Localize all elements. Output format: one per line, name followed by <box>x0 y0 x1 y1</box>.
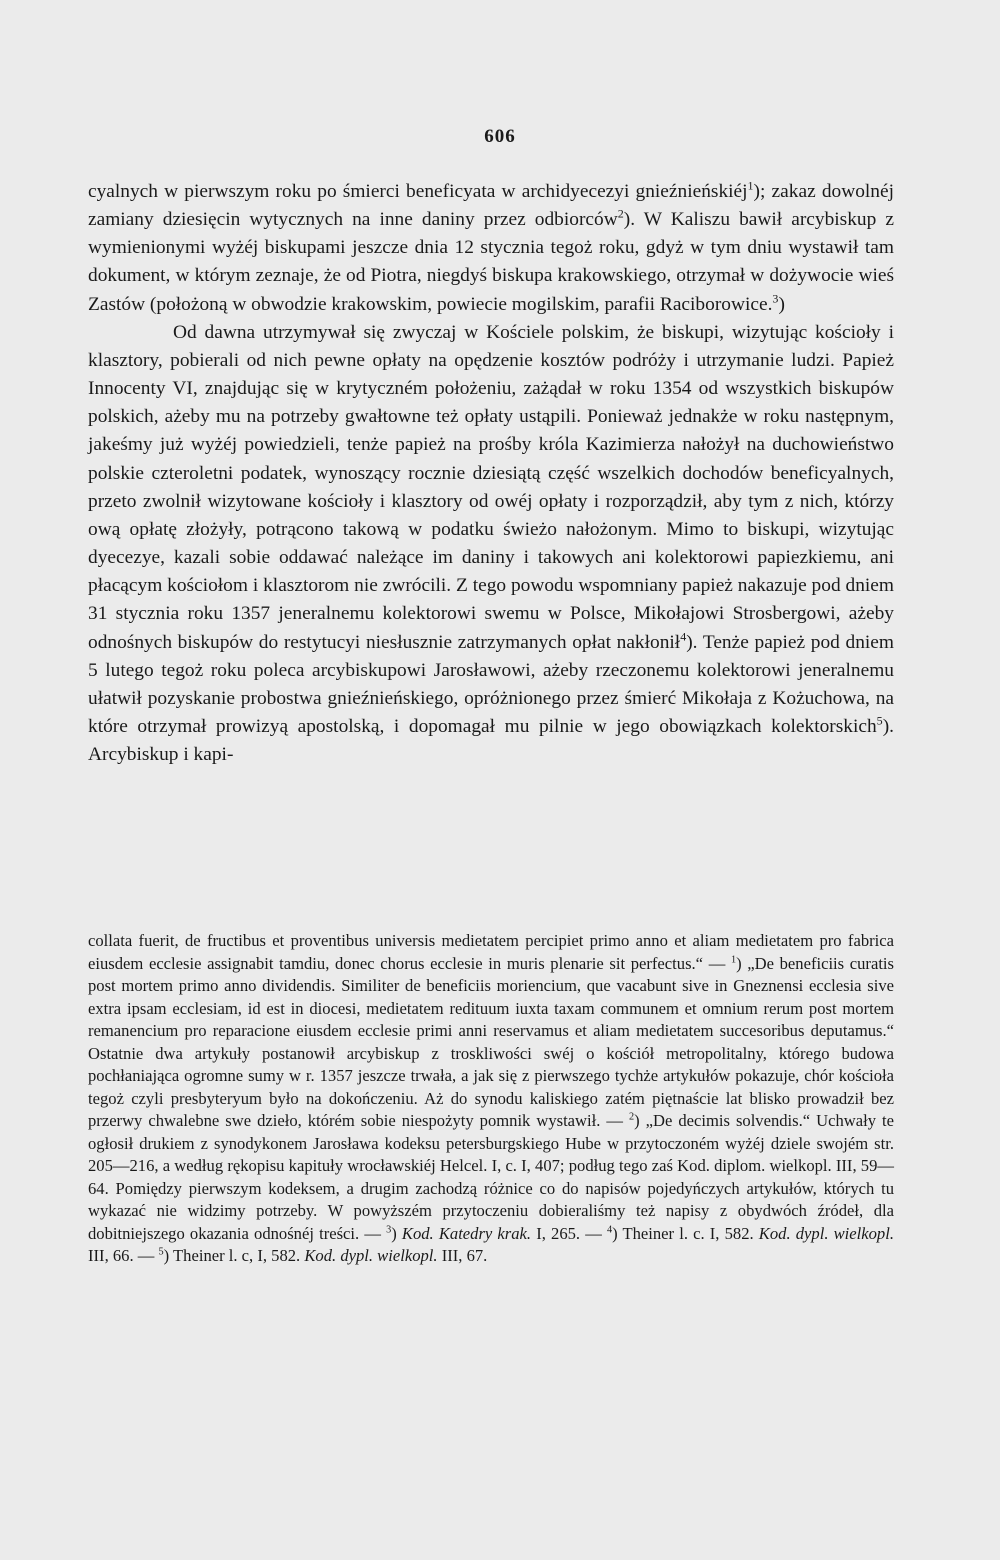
text-run: ). Tenże papież pod dniem 5 lutego tegoż roku poleca arcybiskupowi Jarosławowi, ażeby rzeczonemu kolektorowi jeneralnemu ułatwił pozyskanie probostwa gnieźnieńskiego, opróżnionego przez śmierć Mikołaja z Kożuchowa, na które otrzymał prowizyą apostolską, i dopomagał mu pilnie w jego obowiązkach kolektorskich <box>88 631 894 737</box>
footnote-marker: 5 <box>876 713 883 728</box>
footnote-marker: 2 <box>628 1111 635 1123</box>
text-run: ) <box>391 1223 402 1243</box>
main-text <box>88 178 894 769</box>
text-run: III, 67. <box>437 1246 488 1265</box>
text-run: I, 265. — <box>531 1223 607 1243</box>
footnote-marker: 1 <box>730 953 737 965</box>
text-run: ). W Kaliszu bawił arcybiskup z wymienionymi wyżéj biskupami jeszcze dnia 12 stycznia tegoż roku, gdyż w tym dniu wystawił tam dokument, w którym zeznaje, że od Piotra, niegdyś biskupa krakowskiego, otrzymał w dożywocie wieś Zastów (położoną w obwodzie krakowskim, powiecie mogilskim, parafii Raciborowice. <box>88 209 894 315</box>
text-run: ); zakaz dowolnéj zamiany dziesięcin wytycznych na inne daniny przez odbiorców <box>88 181 894 231</box>
text-run: cyalnych w pierwszym roku po śmierci beneficyata w archidyecezyi gnieźnieńskiéj <box>88 181 748 202</box>
italic-citation: Kod. dypl. wielkopl. <box>304 1246 438 1265</box>
footnote-text <box>88 930 894 1268</box>
footnotes <box>88 930 894 1268</box>
footnote-marker: 4 <box>680 629 687 644</box>
paragraph-1 <box>88 178 894 319</box>
page-number: 606 <box>484 126 516 147</box>
footnote-marker: 1 <box>747 178 754 193</box>
footnote-marker: 5 <box>158 1246 164 1258</box>
text-run: ) <box>778 293 785 315</box>
italic-citation: Kod. dypl. wielkopl. <box>758 1223 894 1243</box>
footnote-marker: 3 <box>386 1223 392 1235</box>
footnote-marker: 3 <box>772 291 779 306</box>
footnote-marker: 4 <box>606 1223 613 1235</box>
text-run: Od dawna utrzymywał się zwyczaj w Kościele polskim, że biskupi, wizytując kościoły i klasztory, pobierali od nich pewne opłaty na opędzenie kosztów podróży i utrzymanie ludzi. Papież Innocenty VI, znajdując się w krytyczném położeniu, zażądał w roku 1354 od wszystkich biskupów polskich, ażeby mu na potrzeby gwałtowne też opłaty ustąpili. Ponieważ jednakże w roku następnym, jakeśmy już wyżéj powiedzieli, tenże papież na prośby króla Kazimierza nałożył na duchowieństwo polskie czteroletni podatek, wynoszący rocznie dziesiątą część wszelkich dochodów beneficyalnych, przeto zwolnił wizytowane kościoły i klasztory od owéj opłaty i rozporządził, aby tym z nich, którzy ową opłatę złożyły, potrącono takową w podatku świeżo nałożonym. Mimo to biskupi, wizytując dyecezye, kazali sobie oddawać należące im daniny i takowych ani kolektorowi papiezkiemu, ani płacącym kościołom i klasztorom nie zwrócili. Z tego powodu wspomniany papież nakazuje pod dniem 31 stycznia roku 1357 jeneralnemu kolektorowi swemu w Polsce, Mikołajowi Strosbergowi, ażeby odnośnych biskupów do restytucyi niesłusznie zatrzymanych opłat nakłonił <box>88 321 894 653</box>
text-run: collata fuerit, de fructibus et proventibus universis medietatem percipiet primo anno et aliam medietatem pro fabrica eiusdem ecclesie assignabit tamdiu, donec chorus ecclesie in muris plenarie sit perfectus.“ — <box>88 931 894 973</box>
footnote-marker: 2 <box>617 206 624 221</box>
text-run: ). Arcybiskup i kapi- <box>88 715 894 766</box>
paragraph-2 <box>88 319 894 770</box>
text-run: ) Theiner l. c, I, 582. <box>163 1246 305 1265</box>
text-run: ) „De decimis solvendis.“ Uchwały te ogłosił drukiem z synodykonem Jarosława kodeksu petersburgskiego Hube w przytoczoném wyżéj dziele swojém str. 205—216, a według rękopisu kapituły wrocławskiéj Helcel. I, c. I, 407; podług tego zaś Kod. diplom. wielkopl. III, 59—64. Pomiędzy pierwszym kodeksem, a drugim zachodzą różnice co do napisów pojedyńczych artykułów, których tu wykazać nie widzimy potrzeby. W powyższém przytoczeniu dobieraliśmy też napisy z obydwóch źródeł, dla dobitniejszego okazania odnośnéj treści. — <box>88 1111 894 1243</box>
text-run: III, 66. — <box>88 1246 159 1265</box>
italic-citation: Kod. Katedry krak. <box>401 1223 532 1243</box>
text-run: ) „De beneficiis curatis post mortem primo anno dividendis. Similiter de beneficiis moriencium, que vacabunt sive in Gneznensi ecclesia sive extra ipsam ecclesiam, id est in diocesi, medietatem redituum iuxta taxam communem et omnium rerum post mortem remanencium pro reparacione eiusdem ecclesie primi anni reservamus et aliam medietatem succesoribus deputamus.“ Ostatnie dwa artykuły postanowił arcybiskup z troskliwości swéj o kościół metropolitalny, którego budowa pochłaniająca ogromne sumy w r. 1357 jeszcze trwała, a jak się z pierwszego tychże artykułów pokazuje, chór kościoła tegoż czyli presbyteryum było na dokończeniu. Aż do synodu kaliskiego zatém piętnaście lat blisko prowadził bez przerwy chwalebne swe dzieło, którém sobie niespożyty pomnik wystawił. — <box>88 953 894 1130</box>
text-run: ) Theiner l. c. I, 582. <box>612 1223 759 1243</box>
